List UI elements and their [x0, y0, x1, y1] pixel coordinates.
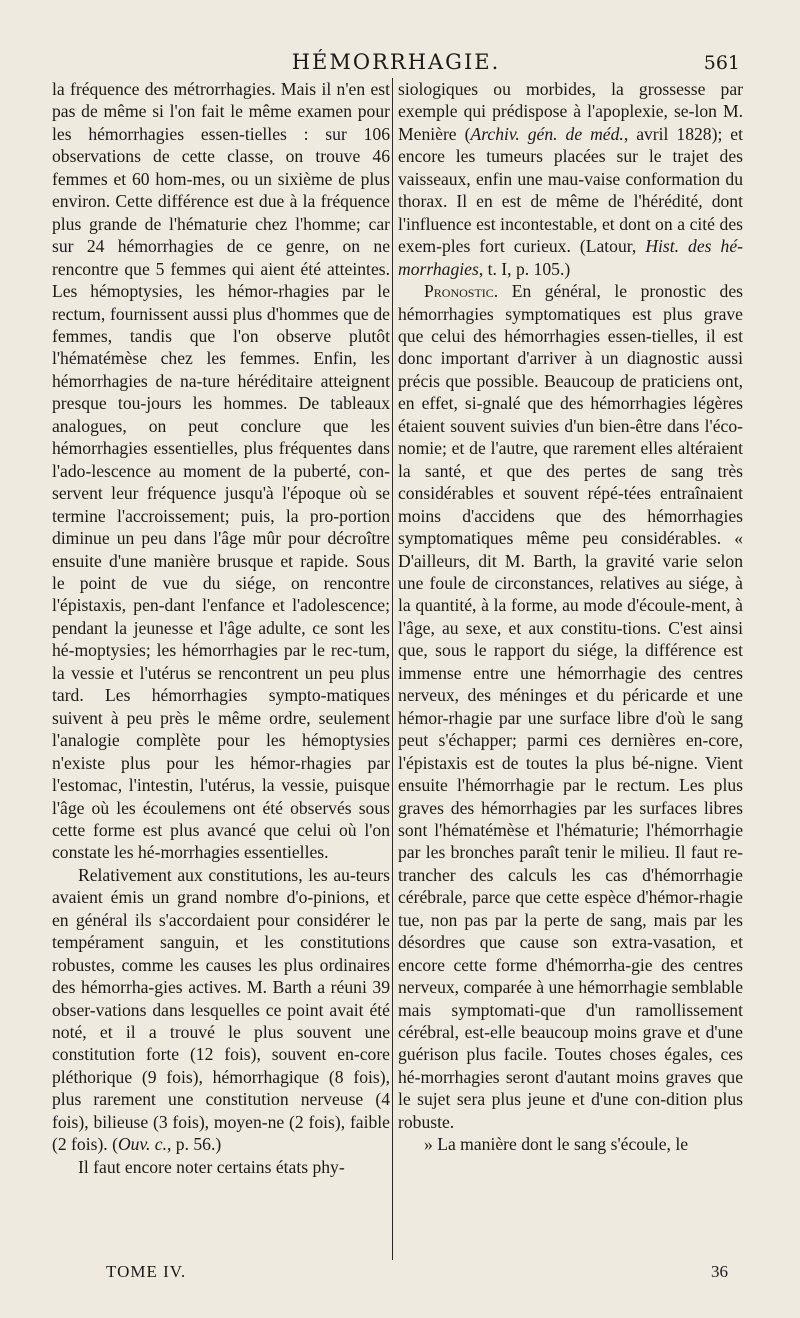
right-column: [398, 78, 743, 1156]
page-header: [52, 50, 740, 76]
paragraph: [398, 280, 743, 1133]
column-divider: [392, 78, 393, 1260]
paragraph: [398, 78, 743, 280]
paragraph-text: Relativement aux constitutions, les au-teurs avaient émis un grand nombre d'o-pinions, et en général ils s'accordaient pour considérer le tempérament sanguin, et les constitutions robustes, comme les causes les plus ordinaires des hémorrha-gies actives. M. Barth a réuni 39 obser-vations dans lesquelles ce point avait été noté, et il a trouvé le plus souvent une constitution forte (12 fois), souvent en-core pléthorique (9 fois), hémorrhagique (8 fois), plus rarement une constitution nerveuse (4 fois), bilieuse (3 fois), moyen-ne (2 fois), faible (2 fois). (: [52, 864, 390, 1155]
paragraph: » La manière dont le sang s'écoule, le: [424, 1134, 689, 1155]
volume-signature: TOME IV.: [106, 1262, 187, 1281]
sheet-number: 36: [711, 1262, 728, 1281]
paragraph: [52, 864, 390, 1156]
citation: Hist. des hé-morrhagies: [398, 236, 743, 279]
left-column: [52, 78, 390, 1178]
paragraph-text: , p. 56.): [166, 1134, 222, 1155]
running-title: HÉMORRHAGIE.: [291, 50, 501, 74]
paragraph-text: , avril 1828); et encore les tumeurs placées sur le trajet des vaisseaux, enfin une mau-vaise conformation du thorax. Il en est de même de l'hérédité, dont l'influence est incontestable, et dont on a cité des exem-ples fort curieux. (Latour,: [398, 123, 744, 257]
page-footer: [52, 1262, 740, 1286]
citation: Archiv. gén. de méd.: [470, 123, 624, 144]
paragraph: la fréquence des métrorrhagies. Mais il n'en est pas de même si l'on fait le même examen pour les hémorrhagies essen-tielles : sur 106 observations de cette classe, on trouve 46 femmes et 60 hom-mes, ou un sixième de plus environ. Cette différence est due à la fréquence plus grande de l'hématurie chez l'homme; car sur 24 hémorrhagies de ce genre, on ne rencontre que 5 femmes qui aient été atteintes. Les hémoptysies, les hémor-rhagies par le rectum, fournissent aussi plus d'hommes que de femmes, tandis que l'on observe plutôt l'hématémèse chez les femmes. Enfin, les hémorrhagies de na-ture héréditaire atteignent presque tou-jours les hommes. De tableaux analogues, on peut conclure que les hémorrhagies essentielles, plus fréquentes dans l'ado-lescence au moment de la puberté, con-servent leur fréquence jusqu'à l'époque où se termine l'accroissement; puis, la pro-portion diminue un peu dans l'âge mûr pour décroître ensuite d'une manière brusque et rapide. Sous le point de vue du siége, on rencontre l'épistaxis, pen-dant l'enfance et l'adolescence; pendant la jeunesse et l'âge adulte, ce sont les hé-moptysies; les hémorrhagies par le rec-tum, la vessie et l'utérus se rencontrent un peu plus tard. Les hémorrhagies sympto-matiques suivent à peu près le même ordre, seulement l'analogie complète pour les hémoptysies n'existe plus pour les hémor-rhagies par l'estomac, l'intestin, l'utérus, la vessie, puisque l'âge où les écoulemens ont été observés sous cette forme est plus avancé que celui où l'on constate les hé-morrhagies essentielles.: [52, 79, 390, 863]
paragraph-text: En général, le pronostic des hémorrhagies symptomatiques est plus grave que celui des hémorrhagies essen-tielles, il est donc important d'arriver à un diagnostic aussi précis que possible. Beaucoup de praticiens ont, en effet, si-gnalé que des hémorrhagies légères étaient souvent suivies d'un bien-être dans l'éco-nomie; et de l'autre, que rarement elles altéraient la santé, et que des pertes de sang très considérables et souvent répé-tées entraînaient moins d'accidens que des hémorrhagies symptomatiques même peu considérables. « D'ailleurs, dit M. Barth, la gravité varie selon une foule de circonstances, relatives au siége, à la quantité, à la forme, au mode d'écoule-ment, à l'âge, au sexe, et aux constitu-tions. C'est ainsi que, sous le rapport du siége, la différence est immense entre une hémorrhagie des centres nerveux, des méninges et du péricarde et une hémor-rhagie par une surface libre d'où le sang peut s'échapper; parmi ces dernières en-core, l'épistaxis est de toutes la plus bé-nigne. Vient ensuite l'hémorrhagie par le rectum. Les plus graves des hémorrhagies par les surfaces libres sont l'hématémèse et l'hématurie; l'hémorrhagie par les bronches paraît tenir le milieu. Il faut re-trancher des calculs les cas d'hémorrhagie cérébrale, parce que cette espèce d'hémor-rhagie tue, non pas par la perte de sang, mais par les désordres que cause son extra-vasation, et encore cette forme d'hémorrha-gie des centres nerveux, comparée à une hémorrhagie semblable mais symptomati-que d'un ramollissement cérébral, est-elle beaucoup moins grave et d'une guérison plus facile. Toutes choses égales, ces hé-morrhagies seront d'autant moins graves que le sujet sera plus jeune et d'une con-dition plus robuste.: [398, 281, 743, 1132]
paragraph-text: siologiques ou morbides, la grossesse par exemple qui prédispose à l'apoplexie, se-lon M. Menière (: [398, 79, 743, 144]
citation: Ouv. c.: [117, 1134, 167, 1155]
section-heading: Pronostic.: [424, 281, 499, 302]
page-number: 561: [703, 52, 740, 74]
paragraph: Il faut encore noter certains états phy-: [78, 1156, 345, 1177]
paragraph-text: , t. I, p. 105.): [478, 258, 571, 279]
